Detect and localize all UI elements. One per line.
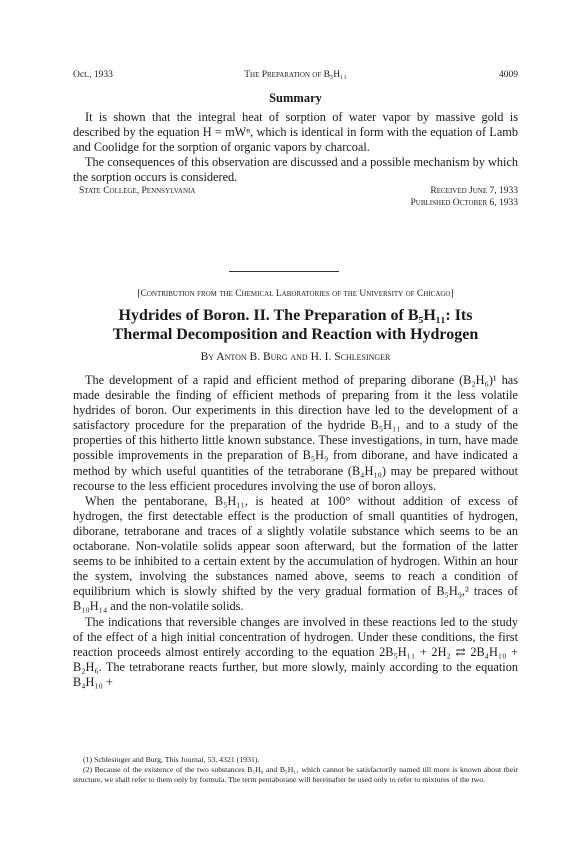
header-date: Oct., 1933	[73, 70, 113, 80]
summary-section	[73, 91, 518, 209]
body-paragraph-1: The development of a rapid and efficient method of preparing diborane (B₂H₆)¹ has made desirable the finding of efficient methods of preparing from it the less volatile hydrides of boron. Our experiments in this direction have led to the development of a satisfactory procedure for the preparation of the hydride B₅H₁₁ and to a study of the properties of this hitherto little known substance. These investigations, in turn, have made possible improvements in the preparation of B₅H₉ from diborane, and have indicated a method by which useful quantities of the tetraborane (B₄H₁₀) may be prepared without recourse to the less efficient procedures involving the use of boron alloys.	[73, 373, 518, 493]
article-authors: By Anton B. Burg and H. I. Schlesinger	[200, 351, 391, 363]
header-running-title: The Preparation of B₅H₁₁	[244, 70, 347, 80]
received-date: Received June 7, 1933	[430, 186, 518, 197]
header-page-number: 4009	[499, 70, 518, 80]
affiliation-row-2	[73, 197, 518, 209]
footnote-1: (1) Schlesinger and Burg, This Journal, 53, 4321 (1931).	[83, 755, 260, 764]
summary-paragraph-2: The consequences of this observation are discussed and a possible mechanism by which the sorption occurs is considered.	[73, 155, 519, 185]
footnote-2: (2) Because of the existence of the two substances B₅H₉ and B₅H₁₁ which cannot be satisfactorily named till more is known about their structure, we shall refer to them only by formula. The term pentaborane will hereinafter be used only to refer to mixtures of the two.	[73, 765, 518, 784]
article-title-line-1: Hydrides of Boron. II. The Preparation of B₅H₁₁: Its	[118, 307, 473, 324]
published-date: Published October 6, 1933	[410, 198, 518, 209]
contribution-line: [Contribution from the Chemical Laboratories of the University of Chicago]	[137, 289, 454, 299]
summary-paragraph-1: It is shown that the integral heat of sorption of water vapor by massive gold is described by the equation H = mWⁿ, which is identical in form with the equation of Lamb and Coolidge for the sorption of organic vapors by charcoal.	[73, 110, 518, 155]
body-paragraph-2: When the pentaborane, B₅H₁₁, is heated at 100° without addition of excess of hydrogen, the first detectable effect is the production of small quantities of hydrogen, diborane, tetraborane and traces of a slightly volatile substance which seems to be an octaborane. Non-volatile solids appear soon afterward, but the formation of the latter seems to be inhibited to a certain extent by the accumulation of hydrogen. Within an hour the system, involving the substances named above, seems to reach a condition of equilibrium which is slowly shifted by the very gradual formation of B₅H₉,² traces of B₁₀H₁₄ and the non-volatile solids.	[73, 493, 518, 614]
section-divider	[229, 271, 339, 272]
affiliation-row-1	[73, 185, 518, 197]
footnotes	[73, 755, 518, 785]
article-title-line-2: Thermal Decomposition and Reaction with Hydrogen	[112, 326, 479, 343]
running-header	[73, 68, 518, 82]
summary-heading: Summary	[269, 91, 322, 105]
author-location: State College, Pennsylvania	[79, 186, 196, 197]
body-paragraph-3: The indications that reversible changes are involved in these reactions led to the study of the effect of a high initial concentration of hydrogen. Under these conditions, the first reaction proceeds almost entirely according to the equation 2B₅H₁₁ + 2H₂ ⇄ 2B₄H₁₀ + B₂H₆. The tetraborane reacts further, but more slowly, mainly according to the equation B₄H₁₀ +	[73, 614, 518, 689]
article-section	[73, 288, 518, 690]
